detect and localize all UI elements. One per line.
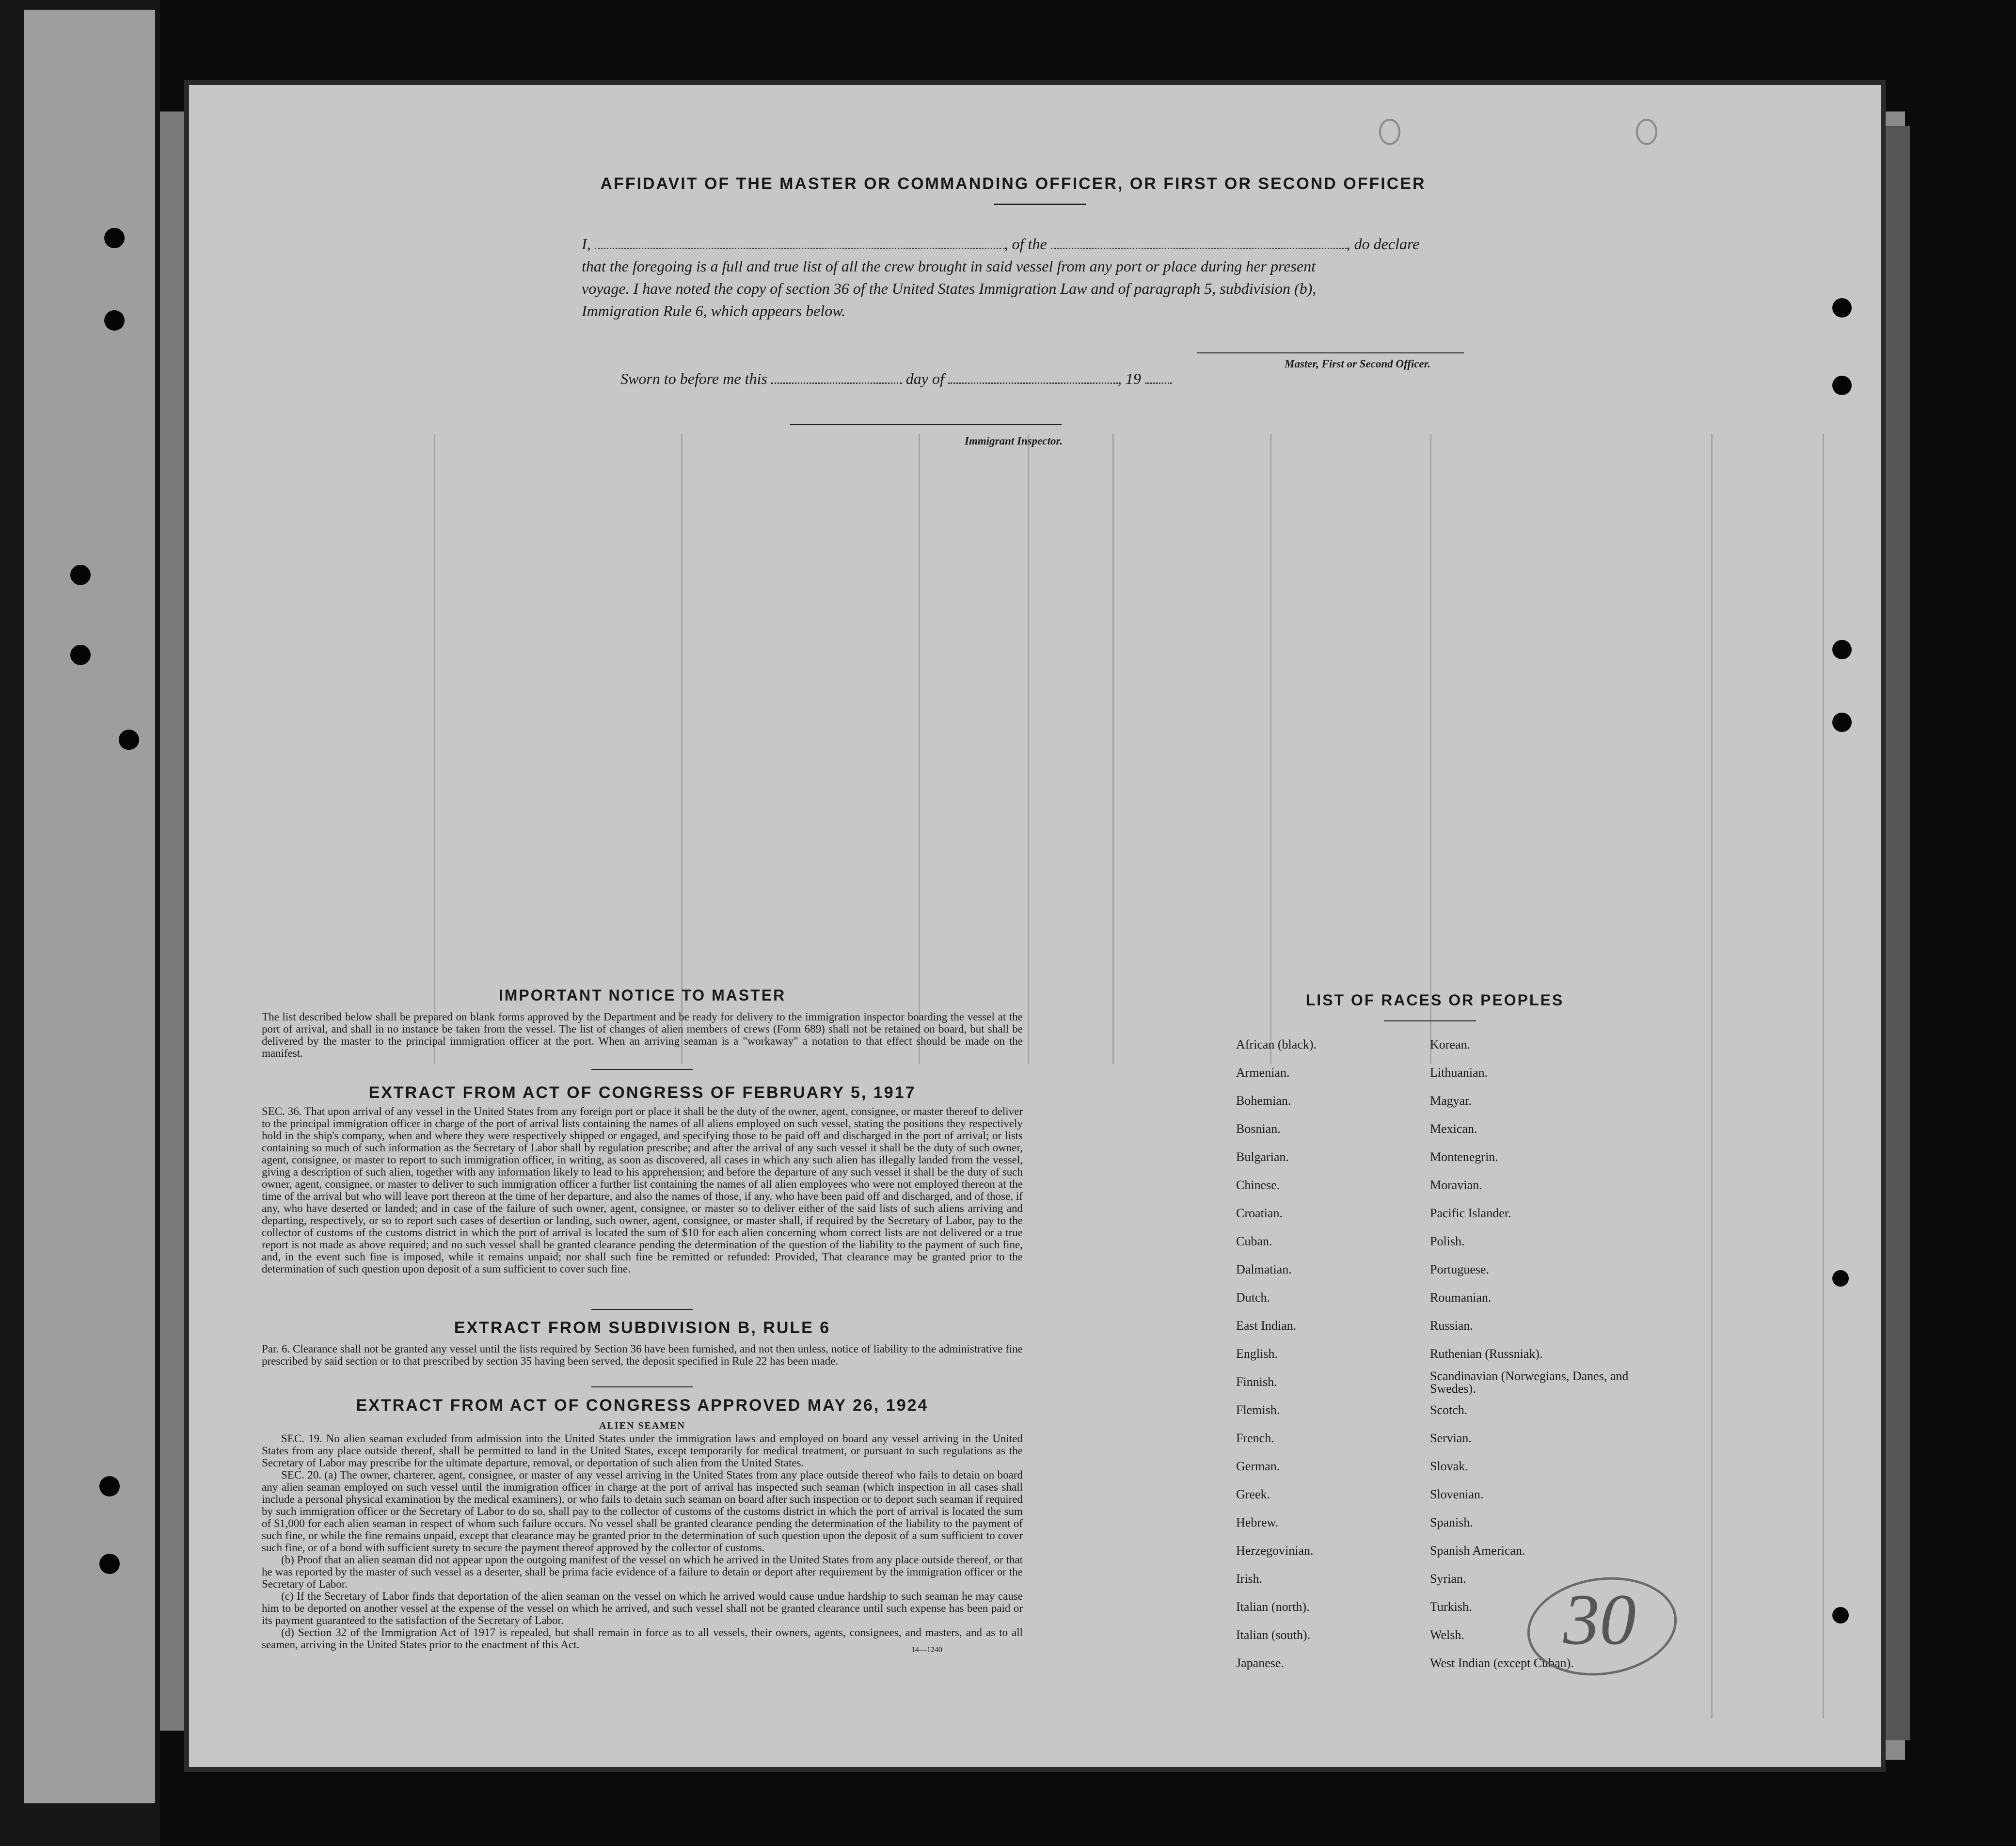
race-item: Dutch. <box>1236 1290 1270 1305</box>
race-item: Magyar. <box>1430 1094 1472 1108</box>
race-item: Japanese. <box>1236 1656 1284 1670</box>
race-item: Servian. <box>1430 1431 1472 1445</box>
form-number: 14—1240 <box>911 1646 942 1654</box>
page-edge-shadow <box>1876 126 1910 1740</box>
extract-1924-p2: SEC. 20. (a) The owner, charterer, agent, consignee, or master of any vessel arriving in the United States from any place outside thereof who fails to detain on board any alien seaman employed on such vessel until the immigration officer in charge at the port of arrival has inspected such seaman (which inspection in all cases shall include a personal physical examination by the medical examiners), or who fails to detain such seaman on board after such inspection or to deport such seaman if required by such immigration officer or the Secretary of Labor to do so, shall pay to the collector of customs of the customs district in which the port of arrival is located the sum of $1,000 for each alien seaman in respect of whom such failure occurs. No vessel shall be granted clearance pending the determination of the liability to the payment of such fine, or while the fine remains unpaid, except that clearance may be granted prior to the determination of such question upon the deposit of a sum sufficient to cover such fine, or of a bond with sufficient surety to secure the payment thereof approved by the collector of customs. <box>262 1469 1023 1554</box>
race-item: German. <box>1236 1459 1280 1473</box>
master-signature-line <box>1197 352 1464 353</box>
notice-title: IMPORTANT NOTICE TO MASTER <box>498 987 786 1004</box>
section-rule <box>591 1309 693 1310</box>
race-item: Irish. <box>1236 1572 1263 1586</box>
section-rule <box>591 1069 693 1070</box>
race-item: Flemish. <box>1236 1403 1280 1417</box>
bleed-through-line <box>681 434 683 1064</box>
document-page <box>189 85 1881 1767</box>
ring-hole-icon <box>1636 119 1657 145</box>
punch-hole-icon <box>1832 713 1852 732</box>
race-item: African (black). <box>1236 1037 1317 1051</box>
notice-text: The list described below shall be prepared on blank forms approved by the Department and be ready for delivery to the immigration inspector boarding the vessel at the port of arrival, and shall in no instance be taken from the vessel. The list of changes of alien members of crews (Form 689) shall not be retained on board, but shall be delivered by the master to the principal immigration officer at the port. When an arriving seaman is a "workaway" a notation to that effect should be made on the manifest. <box>262 1011 1023 1059</box>
ring-hole-icon <box>1379 119 1400 145</box>
race-item: Korean. <box>1430 1037 1471 1051</box>
race-item: Mexican. <box>1430 1122 1477 1136</box>
punch-hole-icon <box>99 1476 120 1496</box>
sworn-year-label: , 19 <box>1117 370 1141 387</box>
extract-1917-title: EXTRACT FROM ACT OF CONGRESS OF FEBRUARY 5, 1917 <box>368 1083 916 1102</box>
inspector-label: Immigrant Inspector. <box>965 435 1063 447</box>
race-item: Cuban. <box>1236 1234 1272 1248</box>
race-item: Roumanian. <box>1430 1290 1492 1305</box>
affidavit-declare: , do declare <box>1346 235 1420 253</box>
race-item: Armenian. <box>1236 1066 1290 1080</box>
race-item: Italian (south). <box>1236 1628 1311 1642</box>
extract-1924-body <box>262 1432 1023 1651</box>
bleed-through-line <box>919 434 920 1064</box>
races-title: LIST OF RACES OR PEOPLES <box>1305 991 1564 1009</box>
race-item: West Indian (except Cuban). <box>1430 1656 1574 1670</box>
affidavit-line-3: voyage. I have noted the copy of section 36 of the United States Immigration Law and of paragraph 5, subdivision (b), <box>582 280 1317 297</box>
punch-hole-icon <box>104 310 125 331</box>
punch-hole-icon <box>1832 376 1852 395</box>
race-item: Dalmatian. <box>1236 1262 1292 1276</box>
race-item: Ruthenian (Russniak). <box>1430 1347 1543 1361</box>
race-item: Scotch. <box>1430 1403 1468 1417</box>
races-list-left <box>1236 1037 1459 1677</box>
race-item: Finnish. <box>1236 1375 1277 1389</box>
race-item: Scandinavian (Norwegians, Danes, and Swedes). <box>1430 1369 1629 1396</box>
vessel-blank <box>1051 248 1347 249</box>
affidavit-line-4: Immigration Rule 6, which appears below. <box>582 302 846 319</box>
race-item: Herzegovinian. <box>1236 1544 1314 1558</box>
race-item: Chinese. <box>1236 1178 1280 1192</box>
race-item: Slovak. <box>1430 1459 1468 1473</box>
sworn-month-blank <box>948 382 1118 384</box>
sworn-day-label: day of <box>905 370 944 387</box>
punch-hole-icon <box>1832 298 1852 318</box>
race-item: Pacific Islander. <box>1430 1206 1511 1220</box>
extract-1924-title: EXTRACT FROM ACT OF CONGRESS APPROVED MAY 26, 1924 <box>356 1396 929 1415</box>
master-signature-label: Master, First or Second Officer. <box>1285 358 1431 370</box>
bleed-through-line <box>1112 434 1114 1064</box>
sworn-prefix: Sworn to before me this <box>620 370 767 387</box>
race-item: East Indian. <box>1236 1319 1297 1333</box>
bleed-through-line <box>434 434 435 1064</box>
bleed-through-line <box>1028 434 1029 1064</box>
sworn-year-blank <box>1145 382 1172 384</box>
race-item: Italian (north). <box>1236 1600 1310 1614</box>
race-item: Moravian. <box>1430 1178 1482 1192</box>
title-rule <box>994 204 1086 205</box>
punch-hole-icon <box>99 1554 120 1574</box>
sworn-line <box>620 370 1172 388</box>
left-sheet <box>24 10 155 1803</box>
race-item: Slovenian. <box>1430 1487 1484 1501</box>
race-item: Russian. <box>1430 1319 1473 1333</box>
race-item: Lithuanian. <box>1430 1066 1488 1080</box>
name-blank <box>595 248 1004 249</box>
race-item: Syrian. <box>1430 1572 1466 1586</box>
races-rule <box>1384 1020 1476 1021</box>
race-item: English. <box>1236 1347 1278 1361</box>
page-number: 30 <box>1563 1579 1636 1660</box>
affidavit-statement <box>582 233 1827 322</box>
extract-1917-text: SEC. 36. That upon arrival of any vessel in the United States from any foreign port or place it shall be the duty of the owner, agent, consignee, or master thereof to deliver to the principal immigration officer in charge of the port of arrival lists containing the names of all aliens employed on such vessel, stating the positions they respectively hold in the ship's company, when and where they were respectively shipped or engaged, and specifying those to be paid off and discharged in the port of arrival; or lists containing so much of such information as the Secretary of Labor shall by regulation prescribe; and after the arrival of any such vessel it shall be the duty of such owner, agent, consignee, or master to report to such immigration officer, in writing, as soon as discovered, all cases in which any such alien has illegally landed from the vessel, giving a description of such alien, together with any information likely to lead to his apprehension; and before the departure of any such vessel it shall be the duty of such owner, agent, consignee, or master to deliver to such immigration officer a further list containing the names of all alien employees who were not employed thereon at the time of the arrival but who will leave port thereon at the time of her departure, and also the names of those, if any, who have been paid off and discharged, and of those, if any, who have deserted or landed; and in case of the failure of such owner, agent, consignee, or master so to deliver either of the said lists of such aliens arriving and departing, respectively, or so to report such cases of desertion or landing, such owner, agent, consignee, or master shall, if required by the Secretary of Labor, pay to the collector of customs of the customs district in which the port of arrival is located the sum of $10 for each alien concerning whom correct lists are not delivered or a true report is not made as above required; and no such vessel shall be granted clearance pending the determination of the question of the liability to the payment of such fine, and, in the event such fine is imposed, while it remains unpaid; nor shall such fine be remitted or refunded: Provided, That clearance may be granted prior to the determination of such question upon deposit of a sum sufficient to cover such fine. <box>262 1105 1023 1275</box>
bleed-through-line <box>1270 434 1271 1064</box>
punch-hole-icon <box>104 228 125 248</box>
race-item: French. <box>1236 1431 1274 1445</box>
extract-1924-p4: (c) If the Secretary of Labor finds that deportation of the alien seaman on the vessel on which he arrived would cause undue hardship to such seaman he may cause him to be deported on another vessel at the expense of the vessel on which he arrived, and such vessel shall not be granted clearance until such expense has been paid or its payment guaranteed to the satisfaction of the Secretary of Labor. <box>262 1590 1023 1626</box>
race-item: Bosnian. <box>1236 1122 1281 1136</box>
race-item: Hebrew. <box>1236 1515 1279 1529</box>
extract-1924-p5: (d) Section 32 of the Immigration Act of 1917 is repealed, but shall remain in force as to all vessels, their owners, agents, consignees, and masters, and as to all seamen, arriving in the United States prior to the enactment of this Act. <box>262 1626 1023 1651</box>
extract-rule6-text: Par. 6. Clearance shall not be granted any vessel until the lists required by Section 36 have been furnished, and not then unless, notice of liability to the administrative fine prescribed by said section or to that prescribed by section 35 having been served, the deposit specified in Rule 22 has been made. <box>262 1343 1023 1367</box>
race-item: Polish. <box>1430 1234 1465 1248</box>
affidavit-line-1 <box>582 233 1827 255</box>
punch-hole-icon <box>70 565 91 585</box>
affidavit-line-2: that the foregoing is a full and true list of all the crew brought in said vessel from any port or place during her present <box>582 257 1316 275</box>
race-item: Turkish. <box>1430 1600 1472 1614</box>
extract-1924-subtitle: ALIEN SEAMEN <box>599 1420 685 1431</box>
affidavit-i: I, <box>582 235 591 253</box>
race-item: Montenegrin. <box>1430 1150 1498 1164</box>
race-item: Greek. <box>1236 1487 1270 1501</box>
punch-hole-icon <box>1832 640 1852 659</box>
bleed-through-line <box>1430 434 1431 1064</box>
section-rule <box>591 1386 693 1387</box>
extract-rule6-title: EXTRACT FROM SUBDIVISION B, RULE 6 <box>454 1319 831 1337</box>
bleed-through-line <box>1711 434 1713 1719</box>
punch-hole-icon <box>70 645 91 665</box>
race-item: Portuguese. <box>1430 1262 1490 1276</box>
punch-hole-icon <box>1832 1270 1849 1287</box>
inspector-signature-line <box>790 424 1062 425</box>
race-item: Welsh. <box>1430 1628 1464 1642</box>
extract-1924-p1: SEC. 19. No alien seaman excluded from admission into the United States under the immigration laws and employed on board any vessel arriving in the United States from any place outside thereof, shall be permitted to land in the United States, except temporarily for medical treatment, or pursuant to such regulations as the Secretary of Labor may prescribe for the ultimate departure, removal, or deportation of such alien from the United States. <box>262 1432 1023 1469</box>
affidavit-of-the: , of the <box>1004 235 1047 253</box>
race-item: Bulgarian. <box>1236 1150 1289 1164</box>
race-item: Bohemian. <box>1236 1094 1291 1108</box>
race-item: Spanish American. <box>1430 1544 1525 1558</box>
race-item: Spanish. <box>1430 1515 1473 1529</box>
race-item: Croatian. <box>1236 1206 1283 1220</box>
affidavit-title: AFFIDAVIT OF THE MASTER OR COMMANDING OFFICER, OR FIRST OR SECOND OFFICER <box>600 175 1426 193</box>
punch-hole-icon <box>1832 1607 1849 1623</box>
bleed-through-line <box>1823 434 1824 1719</box>
extract-1924-p3: (b) Proof that an alien seaman did not appear upon the outgoing manifest of the vessel on which he arrived in the United States from any place outside thereof, or that he was reported by the master of such vessel as a deserter, shall be prima facie evidence of a failure to detain or deport after requirement by the immigration officer or the Secretary of Labor. <box>262 1554 1023 1590</box>
sworn-day-blank <box>771 382 902 384</box>
punch-hole-icon <box>119 730 139 750</box>
